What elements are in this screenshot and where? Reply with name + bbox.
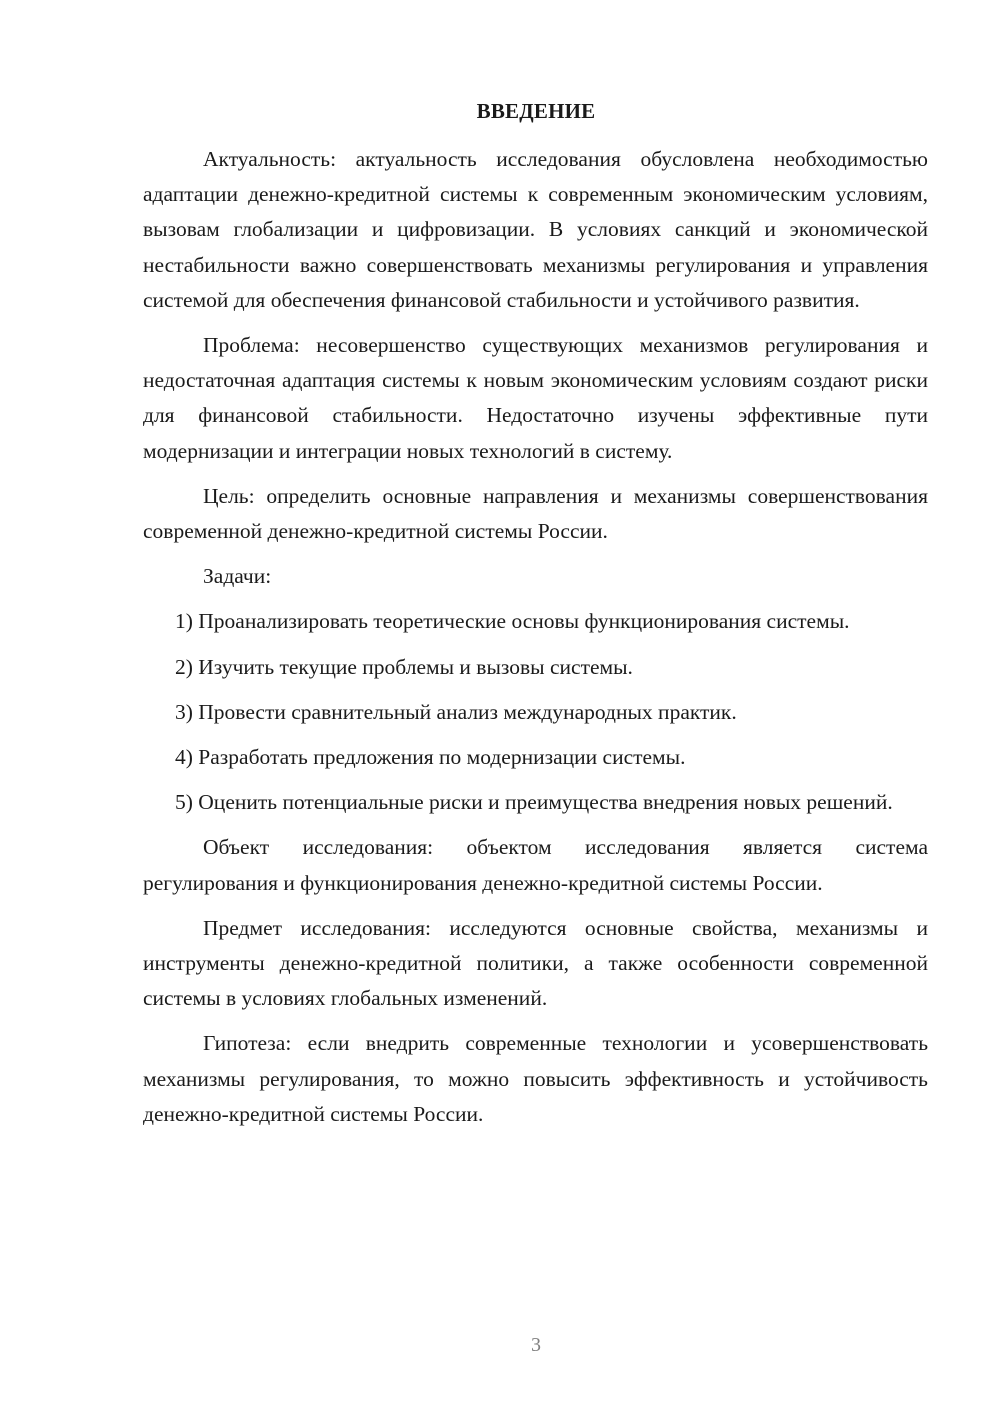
task-item-4: 4) Разработать предложения по модернизации системы. <box>175 745 686 770</box>
task-item-2: 2) Изучить текущие проблемы и вызовы системы. <box>175 654 633 679</box>
paragraph-relevance: Актуальность: актуальность исследования обусловлена необходимостью адаптации денежно-кредитной системы к современным экономическим условиям, вызовам глобализации и цифровизации. В условиях санкций и экономической нестабильности важно совершенствовать механизмы регулирования и управления системой для обеспечения финансовой стабильности и устойчивого развития. <box>143 147 928 312</box>
paragraph-goal: Цель: определить основные направления и механизмы совершенствования современной денежно-кредитной системы России. <box>143 483 928 544</box>
paragraph-object: Объект исследования: объектом исследования является система регулирования и функционирования денежно-кредитной системы России. <box>143 835 928 895</box>
task-item-5: 5) Оценить потенциальные риски и преимущества внедрения новых решений. <box>175 790 893 815</box>
paragraph-subject: Предмет исследования: исследуются основные свойства, механизмы и инструменты денежно-кредитной политики, а также особенности современной системы в условиях глобальных изменений. <box>143 915 928 1011</box>
page-title: ВВЕДЕНИЕ <box>476 99 596 123</box>
paragraph-problem: Проблема: несовершенство существующих механизмов регулирования и недостаточная адаптация системы к новым экономическим условиям создают риски для финансовой стабильности. Недостаточно изучены эффективные пути модернизации и интеграции новых технологий в систему. <box>143 333 928 463</box>
task-item-1: 1) Проанализировать теоретические основы функционирования системы. <box>175 609 850 634</box>
task-item-3: 3) Провести сравнительный анализ международных практик. <box>175 699 737 724</box>
document-body <box>143 142 928 1142</box>
paragraph-hypothesis: Гипотеза: если внедрить современные технологии и усовершенствовать механизмы регулирования, то можно повысить эффективность и устойчивость денежно-кредитной системы России. <box>143 1031 928 1126</box>
tasks-heading: Задачи: <box>203 564 272 589</box>
page-number: 3 <box>531 1334 541 1356</box>
